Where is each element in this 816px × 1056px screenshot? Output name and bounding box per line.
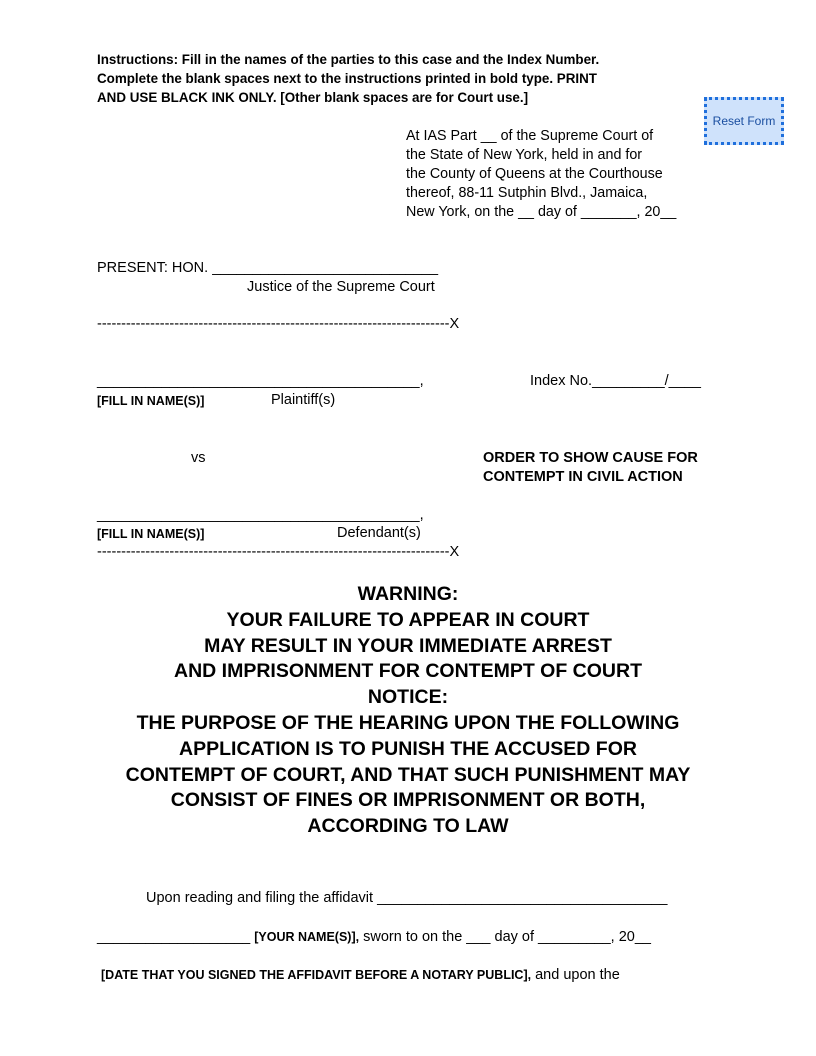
defendant-name-blank: ________________________________________, xyxy=(97,507,424,523)
plaintiff-role: Plaintiff(s) xyxy=(271,392,336,408)
warning-notice xyxy=(80,582,736,840)
affidavit-line: Upon reading and filing the affidavit ____________________________________ xyxy=(146,890,668,906)
document-title xyxy=(483,449,698,487)
warning-heading: WARNING: xyxy=(357,583,459,605)
defendant-role: Defendant(s) xyxy=(337,525,421,541)
notice-line: ACCORDING TO LAW xyxy=(307,815,509,838)
notice-line: APPLICATION IS TO PUNISH THE ACCUSED FOR xyxy=(179,737,637,760)
notice-line: CONTEMPT OF COURT, AND THAT SUCH PUNISHMENT MAY xyxy=(125,763,691,786)
index-number: Index No._________/____ xyxy=(530,373,701,389)
sworn-line xyxy=(97,929,651,945)
caption-separator-top: -------------------------------------------------------------------------X xyxy=(97,316,460,332)
instructions-line-3: AND USE BLACK INK ONLY. [Other blank spaces are for Court use.] xyxy=(97,90,529,105)
defendant-fill-label: [FILL IN NAME(S)] xyxy=(97,527,205,541)
court-line-4: thereof, 88-11 Sutphin Blvd., Jamaica, xyxy=(406,185,648,201)
notice-line: CONSIST OF FINES OR IMPRISONMENT OR BOTH, xyxy=(170,789,646,812)
warning-line: YOUR FAILURE TO APPEAR IN COURT xyxy=(226,608,590,631)
present-judge-line: PRESENT: HON. ____________________________ xyxy=(97,260,439,276)
court-line-3: the County of Queens at the Courthouse xyxy=(406,166,663,182)
caption-separator-bottom: -------------------------------------------------------------------------X xyxy=(97,544,460,560)
your-name-label: [YOUR NAME(S)], xyxy=(254,930,360,944)
justice-title: Justice of the Supreme Court xyxy=(247,279,435,295)
reset-form-button[interactable]: Reset Form xyxy=(704,97,784,145)
your-name-blank: ___________________ xyxy=(97,929,255,945)
warning-line: AND IMPRISONMENT FOR CONTEMPT OF COURT xyxy=(174,660,642,683)
document-title-line-2: CONTEMPT IN CIVIL ACTION xyxy=(483,469,683,485)
document-title-line-1: ORDER TO SHOW CAUSE FOR xyxy=(483,450,698,466)
court-line-2: the State of New York, held in and for xyxy=(406,147,643,163)
plaintiff-fill-label: [FILL IN NAME(S)] xyxy=(97,394,205,408)
affidavit-date-label: [DATE THAT YOU SIGNED THE AFFIDAVIT BEFORE A NOTARY PUBLIC], xyxy=(101,968,532,982)
instructions-line-2: Complete the blank spaces next to the instructions printed in bold type. PRINT xyxy=(97,71,597,86)
court-venue-block xyxy=(406,127,676,222)
sworn-date-text: sworn to on the ___ day of _________, 20__ xyxy=(359,929,651,945)
affidavit-date-continuation: and upon the xyxy=(531,967,620,983)
warning-line: MAY RESULT IN YOUR IMMEDIATE ARREST xyxy=(204,634,612,657)
court-line-1: At IAS Part __ of the Supreme Court of xyxy=(406,128,654,144)
affidavit-date-line xyxy=(101,967,620,983)
court-line-5: New York, on the __ day of _______, 20__ xyxy=(406,204,677,220)
versus-label: vs xyxy=(191,450,206,466)
notice-line: THE PURPOSE OF THE HEARING UPON THE FOLLOWING xyxy=(136,711,680,734)
instructions-line-1: Instructions: Fill in the names of the parties to this case and the Index Number. xyxy=(97,52,600,67)
notice-heading: NOTICE: xyxy=(367,686,449,709)
instructions xyxy=(97,50,599,107)
plaintiff-name-blank: ________________________________________, xyxy=(97,373,424,389)
